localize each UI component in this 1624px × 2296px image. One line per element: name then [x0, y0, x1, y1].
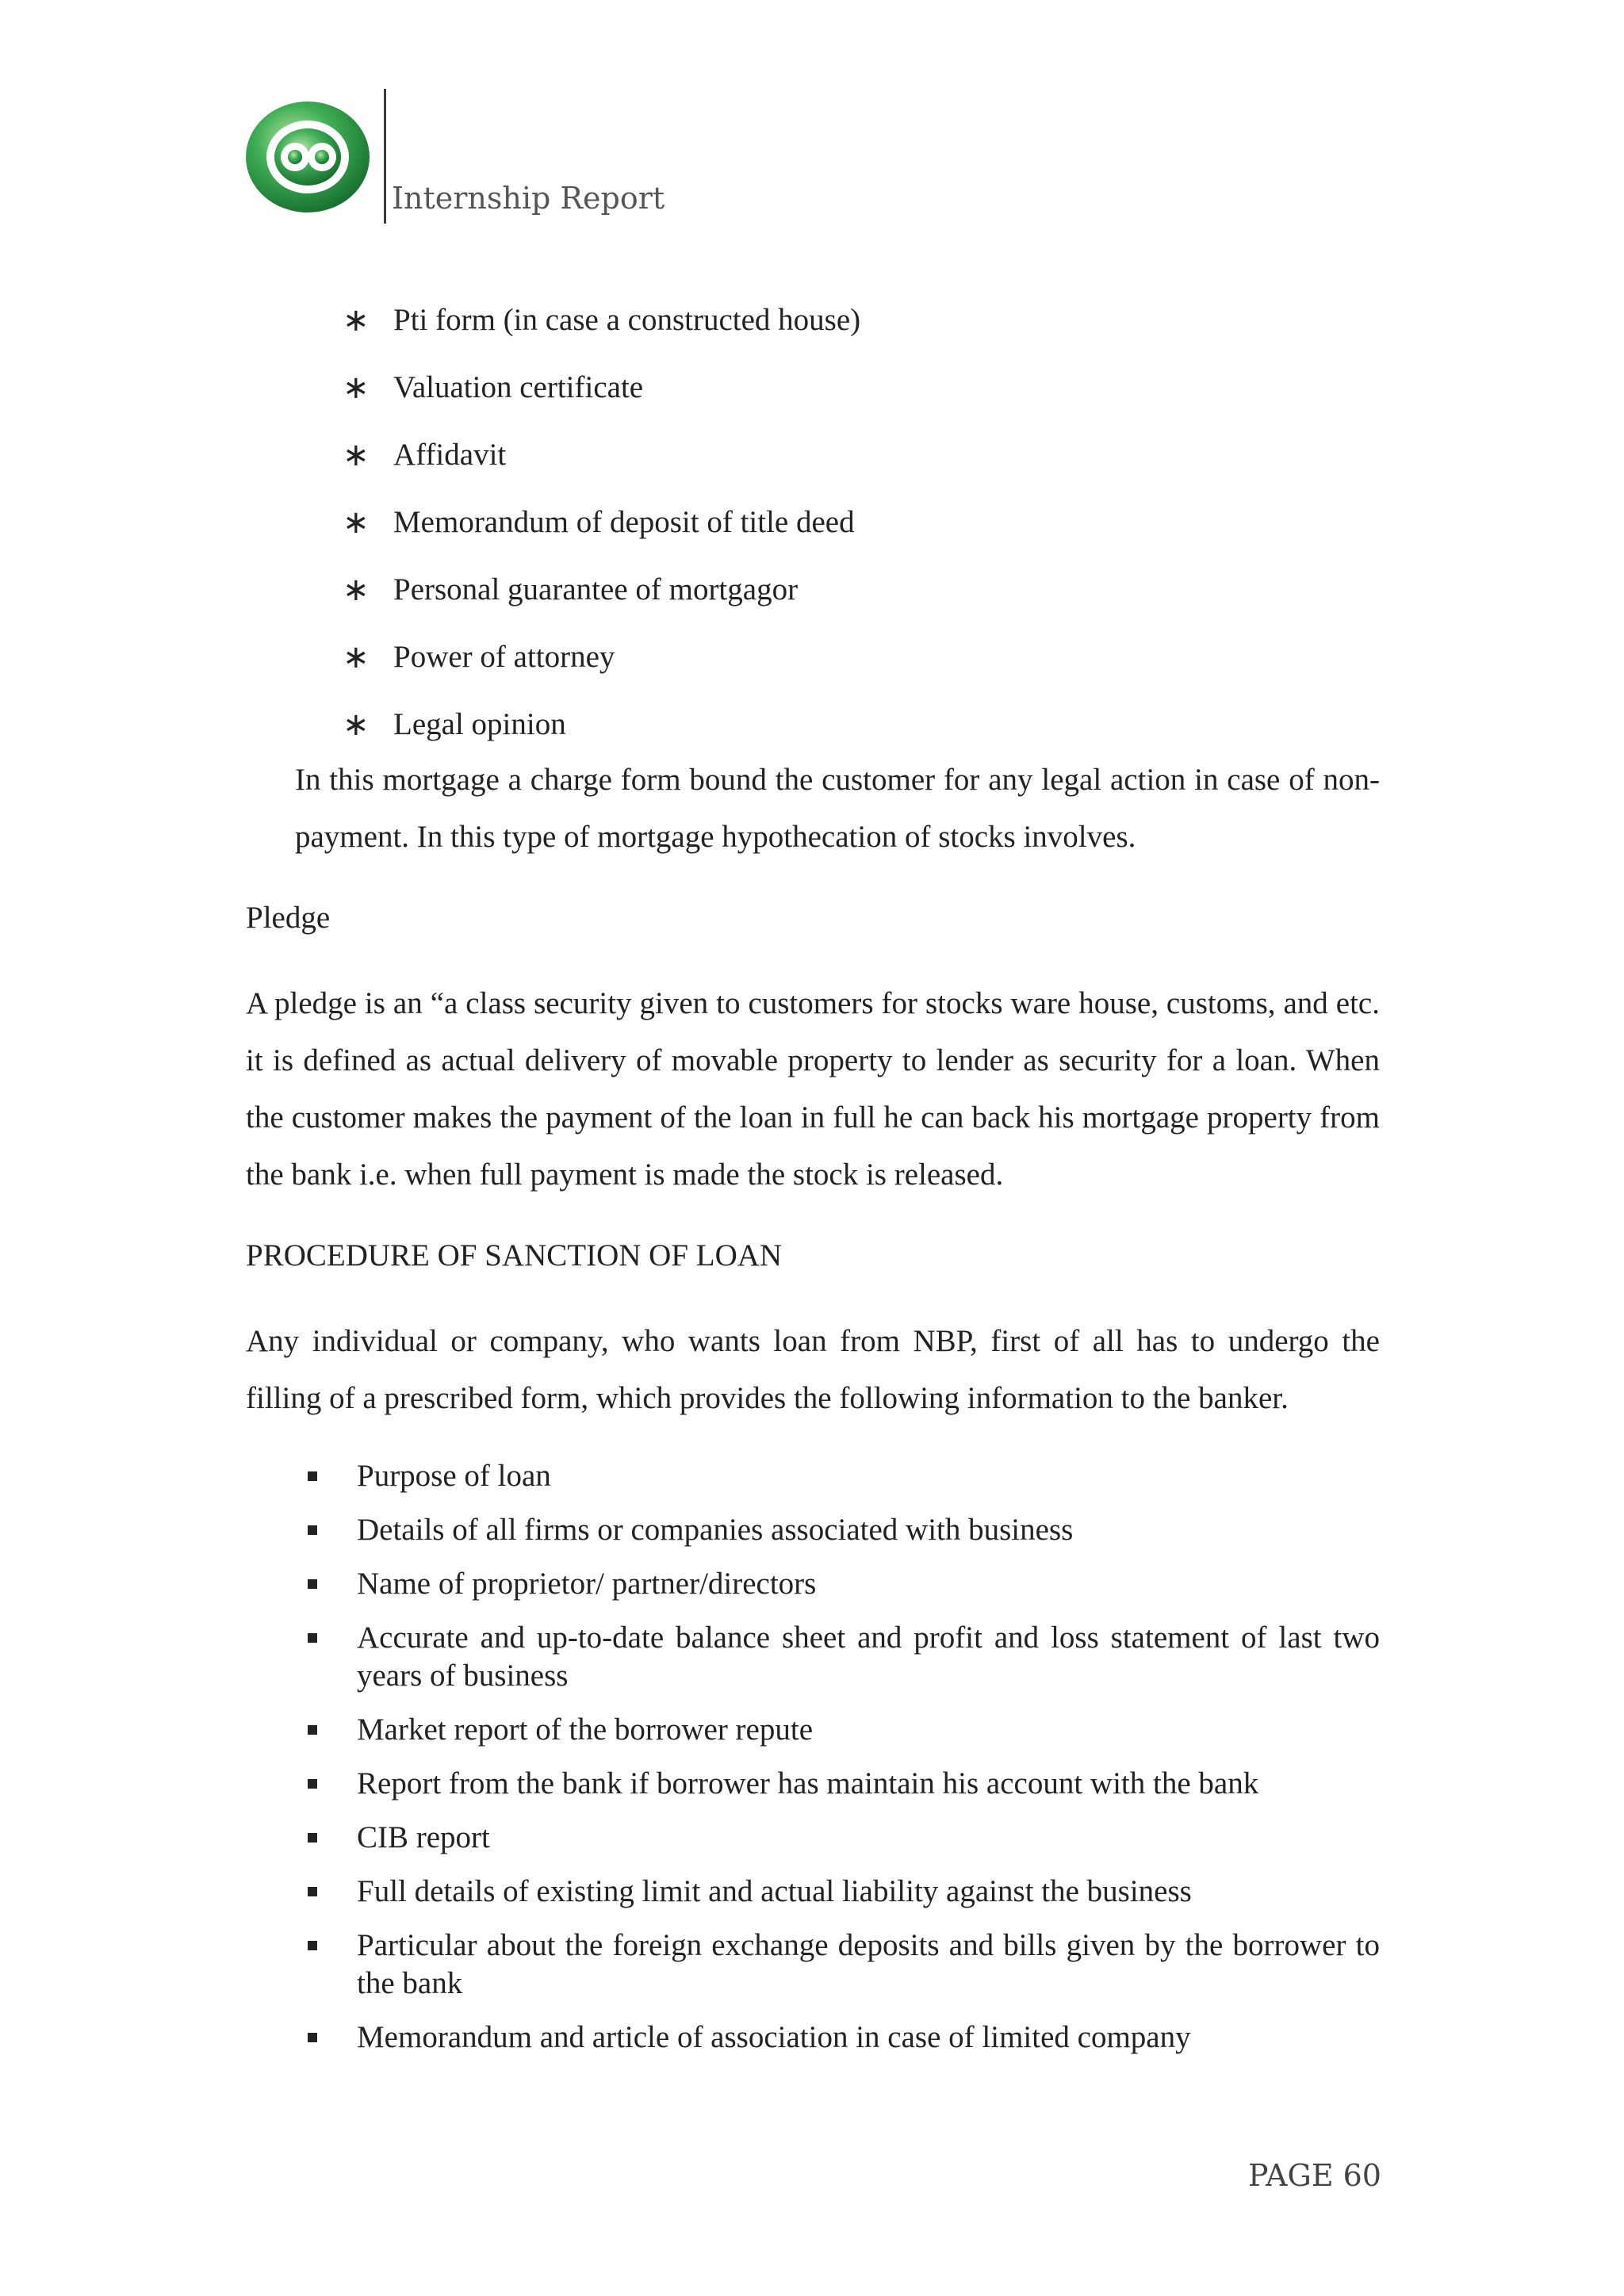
list-item: ∗ Affidavit [343, 433, 860, 500]
pledge-paragraph: A pledge is an “a class security given to customers for stocks ware house, customs, and etc. it is defined as actual delivery of movable property to lender as security for a loan. When the customer makes the payment of the loan in full he can back his mortgage property from the bank i.e. when full payment is made the stock is released. [246, 986, 1380, 1192]
header-divider [384, 89, 386, 224]
square-bullet-icon [308, 1525, 317, 1535]
list-item: Purpose of loan [308, 1457, 1380, 1495]
list-item: ∗ Pti form (in case a constructed house) [343, 298, 860, 365]
square-bullet-icon [308, 2033, 317, 2042]
pledge-heading: Pledge [246, 901, 331, 935]
list-item: Name of proprietor/ partner/directors [308, 1565, 1380, 1603]
square-bullet-icon [308, 1833, 317, 1843]
list-item: ∗ Personal guarantee of mortgagor [343, 568, 860, 635]
page-number: PAGE 60 [1247, 2158, 1381, 2193]
list-item: Market report of the borrower repute [308, 1711, 1380, 1749]
asterisk-bullet-icon: ∗ [343, 437, 370, 473]
square-bullet-icon [308, 1633, 317, 1643]
list-item: Memorandum and article of association in case of limited company [308, 2019, 1380, 2057]
list-item: ∗ Memorandum of deposit of title deed [343, 500, 860, 568]
asterisk-bullet-icon: ∗ [343, 504, 370, 541]
asterisk-bullet-icon: ∗ [343, 369, 370, 406]
list-item: Particular about the foreign exchange deposits and bills given by the borrower to the bank [308, 1927, 1380, 2003]
square-bullet-icon [308, 1471, 317, 1481]
list-item: ∗ Legal opinion [343, 702, 860, 770]
list-item: CIB report [308, 1819, 1380, 1857]
mortgage-paragraph: In this mortgage a charge form bound the customer for any legal action in case of non-payment. In this type of mortgage hypothecation of stocks involves. [295, 763, 1380, 854]
asterisk-bullet-icon: ∗ [343, 706, 370, 743]
list-item: Details of all firms or companies associated with business [308, 1511, 1380, 1549]
procedure-heading: PROCEDURE OF SANCTION OF LOAN [246, 1238, 783, 1272]
list-item: ∗ Valuation certificate [343, 365, 860, 433]
square-bullet-icon [308, 1941, 317, 1950]
square-bullet-icon [308, 1887, 317, 1896]
square-bullet-icon [308, 1779, 317, 1789]
square-bullet-icon [308, 1579, 317, 1589]
asterisk-bullet-icon: ∗ [343, 639, 370, 675]
list-item: Accurate and up-to-date balance sheet and profit and loss statement of last two years of business [308, 1619, 1380, 1695]
loan-information-list [308, 1457, 1380, 2072]
list-item: Report from the bank if borrower has maintain his account with the bank [308, 1765, 1380, 1803]
logo-icon [239, 94, 382, 220]
list-item: Full details of existing limit and actual liability against the business [308, 1873, 1380, 1911]
procedure-paragraph: Any individual or company, who wants loan from NBP, first of all has to undergo the filling of a prescribed form, which provides the following information to the banker. [246, 1324, 1380, 1415]
square-bullet-icon [308, 1725, 317, 1735]
asterisk-bullet-icon: ∗ [343, 572, 370, 608]
list-item: ∗ Power of attorney [343, 635, 860, 702]
header-title: Internship Report [392, 181, 665, 216]
asterisk-bullet-icon: ∗ [343, 302, 370, 339]
document-checklist [343, 298, 860, 770]
